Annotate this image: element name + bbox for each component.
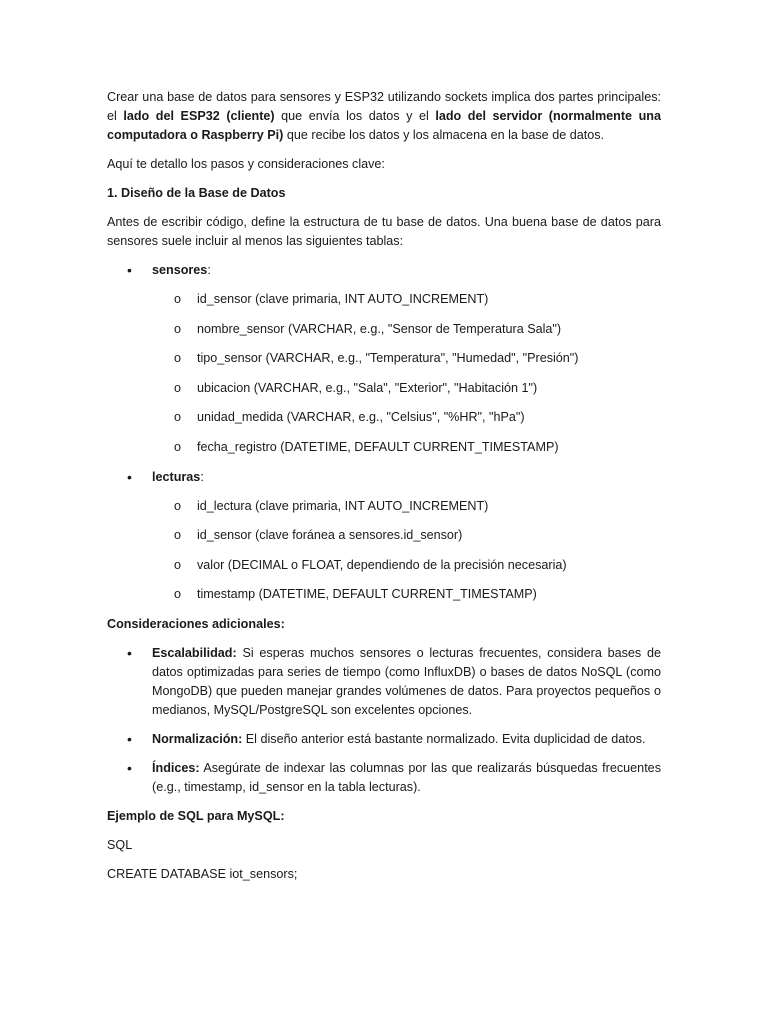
table-item-lecturas: [107, 468, 661, 605]
list-item: [152, 497, 661, 516]
document-page: [107, 88, 661, 894]
sub-bullet-marker: o: [174, 292, 182, 306]
sub-bullet-marker: o: [174, 321, 182, 336]
sql-label: SQL: [107, 837, 133, 852]
intro-text-3: que recibe los datos y los almacena en la base de datos.: [283, 128, 605, 142]
intro-paragraph: [107, 88, 661, 145]
field-text: id_sensor (clave foránea a sensores.id_sensor): [197, 528, 463, 543]
consideration-scalability: [107, 644, 661, 720]
sub-bullet-marker: o: [174, 528, 182, 543]
considerations-heading: Consideraciones adicionales:: [107, 616, 285, 631]
consideration-text: Asegúrate de indexar las columnas por las que realizarás búsquedas frecuentes (e.g., timestamp, id_sensor en la tabla lecturas).: [152, 760, 661, 794]
list-item: [152, 438, 661, 457]
field-text: tipo_sensor (VARCHAR, e.g., "Temperatura", "Humedad", "Presión"): [197, 351, 579, 366]
field-text: valor (DECIMAL o FLOAT, dependiendo de la precisión necesaria): [197, 557, 567, 572]
intro-bold-server: lado del servidor (normalmente una computadora o Raspberry Pi): [107, 109, 661, 142]
field-text: id_lectura (clave primaria, INT AUTO_INCREMENT): [197, 498, 489, 513]
consideration-label: Normalización:: [152, 731, 243, 746]
consideration-label: Escalabilidad:: [152, 645, 237, 660]
field-text: nombre_sensor (VARCHAR, e.g., "Sensor de Temperatura Sala"): [197, 321, 562, 336]
consideration-text: El diseño anterior está bastante normalizado. Evita duplicidad de datos.: [242, 731, 646, 746]
list-item: [152, 349, 661, 368]
consideration-indexes: [107, 759, 661, 797]
sub-bullet-marker: o: [174, 439, 182, 454]
list-item: [152, 526, 661, 545]
sub-bullet-marker: o: [174, 410, 182, 425]
consideration-normalization: [107, 730, 661, 749]
sub-bullet-marker: o: [174, 587, 182, 602]
table-colon: :: [200, 469, 204, 484]
sub-bullet-marker: o: [174, 498, 182, 513]
sub-bullet-marker: o: [174, 351, 182, 366]
field-text: id_sensor (clave primaria, INT AUTO_INCREMENT): [197, 292, 489, 306]
sub-bullet-marker: o: [174, 380, 182, 395]
table-name-lecturas: lecturas: [152, 469, 201, 484]
intro-paragraph-2: Aquí te detallo los pasos y consideraciones clave:: [107, 157, 385, 171]
sql-example-heading: Ejemplo de SQL para MySQL:: [107, 808, 285, 823]
list-item: [152, 556, 661, 575]
table-name-sensores: sensores: [152, 263, 208, 277]
list-item: [152, 290, 661, 309]
field-text: timestamp (DATETIME, DEFAULT CURRENT_TIMESTAMP): [197, 587, 537, 602]
lecturas-fields-list: [152, 497, 661, 605]
intro-text-2: que envía los datos y el: [274, 109, 436, 123]
consideration-text: Si esperas muchos sensores o lecturas frecuentes, considera bases de datos optimizadas para series de tiempo (como InfluxDB) o bases de datos NoSQL (como MongoDB) que pueden manejar grandes volúmenes de datos. Para proyectos pequeños o medianos, MySQL/PostgreSQL son excelentes opciones.: [152, 645, 661, 717]
list-item: [152, 408, 661, 427]
list-item: [152, 320, 661, 339]
section-1-paragraph: Antes de escribir código, define la estructura de tu base de datos. Una buena base de datos para sensores suele incluir al menos las siguientes tablas:: [107, 215, 661, 248]
sub-bullet-marker: o: [174, 557, 182, 572]
section-1-heading: 1. Diseño de la Base de Datos: [107, 186, 286, 200]
table-colon: :: [207, 263, 211, 277]
sql-code-line: CREATE DATABASE iot_sensors;: [107, 866, 298, 881]
intro-bold-esp32: lado del ESP32 (cliente): [123, 109, 275, 123]
tables-list: [107, 261, 661, 604]
field-text: fecha_registro (DATETIME, DEFAULT CURRENT_TIMESTAMP): [197, 439, 559, 454]
consideration-label: Índices:: [152, 760, 200, 775]
table-item-sensores: [107, 261, 661, 457]
intro-text-1: Crear una base de datos para sensores y ESP32 utilizando sockets implica dos partes principales: el: [107, 90, 661, 123]
list-item: [152, 585, 661, 604]
field-text: unidad_medida (VARCHAR, e.g., "Celsius", "%HR", "hPa"): [197, 410, 525, 425]
field-text: ubicacion (VARCHAR, e.g., "Sala", "Exterior", "Habitación 1"): [197, 380, 538, 395]
considerations-list: [107, 644, 661, 797]
sensores-fields-list: [152, 290, 661, 457]
list-item: [152, 379, 661, 398]
